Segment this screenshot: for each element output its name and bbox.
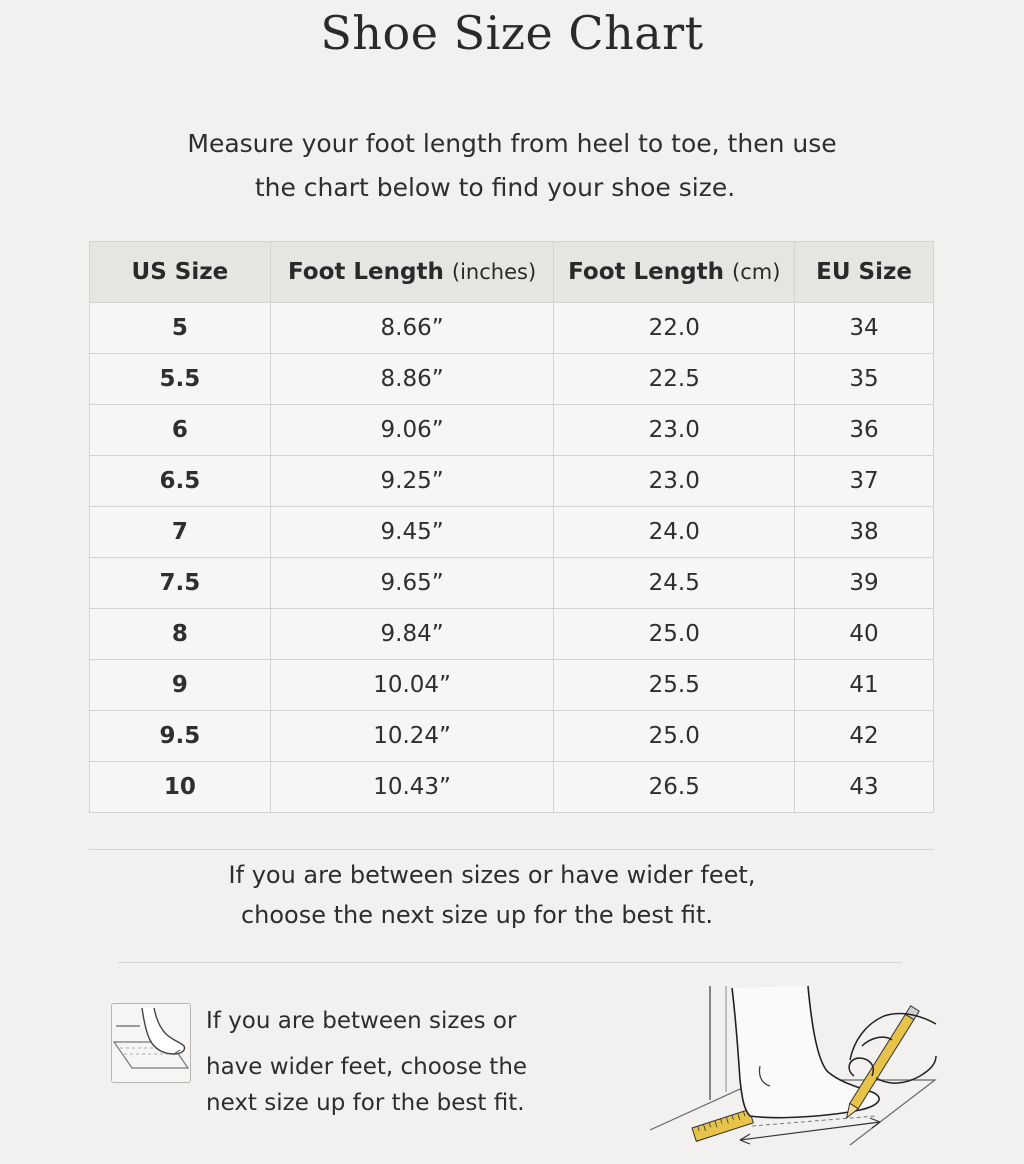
- foot-length-inches-cell: 9.25”: [270, 456, 554, 507]
- foot-length-inches-cell: 9.65”: [270, 558, 554, 609]
- header-foot-length-cm: Foot Length (cm): [554, 242, 795, 303]
- us-size-cell: 8: [90, 609, 271, 660]
- foot-length-inches-cell: 8.86”: [270, 354, 554, 405]
- divider-top: [89, 849, 934, 850]
- foot-length-cm-cell: 23.0: [554, 456, 795, 507]
- eu-size-cell: 38: [795, 507, 934, 558]
- eu-size-cell: 35: [795, 354, 934, 405]
- tip-line-3: next size up for the best fit.: [206, 1090, 525, 1116]
- eu-size-cell: 39: [795, 558, 934, 609]
- header-foot-length-inches: Foot Length (inches): [270, 242, 554, 303]
- us-size-cell: 5: [90, 303, 271, 354]
- intro-line-2: the chart below to find your shoe size.: [254, 173, 736, 202]
- table-row: [90, 507, 934, 558]
- us-size-cell: 7: [90, 507, 271, 558]
- tip-line-2: have wider feet, choose the: [206, 1054, 528, 1080]
- header-eu-size: EU Size: [795, 242, 934, 303]
- fit-note-line-2: choose the next size up for the best fit.: [240, 901, 714, 929]
- foot-length-cm-cell: 25.0: [554, 609, 795, 660]
- us-size-cell: 5.5: [90, 354, 271, 405]
- foot-length-inches-cell: 10.04”: [270, 660, 554, 711]
- table-row: [90, 660, 934, 711]
- eu-size-cell: 40: [795, 609, 934, 660]
- header-us-size: US Size: [90, 242, 271, 303]
- table-row: [90, 405, 934, 456]
- table-row: [90, 558, 934, 609]
- us-size-cell: 10: [90, 762, 271, 813]
- table-row: [90, 354, 934, 405]
- foot-length-cm-cell: 22.5: [554, 354, 795, 405]
- divider-bottom: [118, 962, 902, 963]
- us-size-cell: 6: [90, 405, 271, 456]
- foot-length-inches-cell: 8.66”: [270, 303, 554, 354]
- table-row: [90, 762, 934, 813]
- foot-length-cm-cell: 23.0: [554, 405, 795, 456]
- eu-size-cell: 42: [795, 711, 934, 762]
- size-table: [89, 241, 934, 813]
- eu-size-cell: 41: [795, 660, 934, 711]
- fit-note: [0, 855, 1024, 935]
- foot-length-inches-cell: 10.43”: [270, 762, 554, 813]
- intro-line-1: Measure your foot length from heel to toe, then use: [187, 129, 837, 158]
- table-row: [90, 609, 934, 660]
- eu-size-cell: 43: [795, 762, 934, 813]
- foot-measuring-illustration: [640, 980, 940, 1150]
- foot-length-cm-cell: 22.0: [554, 303, 795, 354]
- eu-size-cell: 34: [795, 303, 934, 354]
- intro-text: [0, 122, 1024, 210]
- tip-line-1: If you are between sizes or: [206, 1008, 517, 1034]
- foot-measure-icon: [111, 1003, 191, 1083]
- foot-length-inches-cell: 9.06”: [270, 405, 554, 456]
- eu-size-cell: 36: [795, 405, 934, 456]
- eu-size-cell: 37: [795, 456, 934, 507]
- table-row: [90, 456, 934, 507]
- table-row: [90, 711, 934, 762]
- foot-length-cm-cell: 24.0: [554, 507, 795, 558]
- table-row: [90, 303, 934, 354]
- foot-length-inches-cell: 10.24”: [270, 711, 554, 762]
- us-size-cell: 7.5: [90, 558, 271, 609]
- foot-length-cm-cell: 25.5: [554, 660, 795, 711]
- fit-note-line-1: If you are between sizes or have wider feet,: [228, 861, 756, 889]
- foot-length-cm-cell: 25.0: [554, 711, 795, 762]
- foot-length-inches-cell: 9.45”: [270, 507, 554, 558]
- us-size-cell: 9: [90, 660, 271, 711]
- foot-length-cm-cell: 26.5: [554, 762, 795, 813]
- page-title: Shoe Size Chart: [320, 6, 704, 60]
- us-size-cell: 6.5: [90, 456, 271, 507]
- us-size-cell: 9.5: [90, 711, 271, 762]
- table-header-row: [90, 242, 934, 303]
- foot-length-inches-cell: 9.84”: [270, 609, 554, 660]
- foot-length-cm-cell: 24.5: [554, 558, 795, 609]
